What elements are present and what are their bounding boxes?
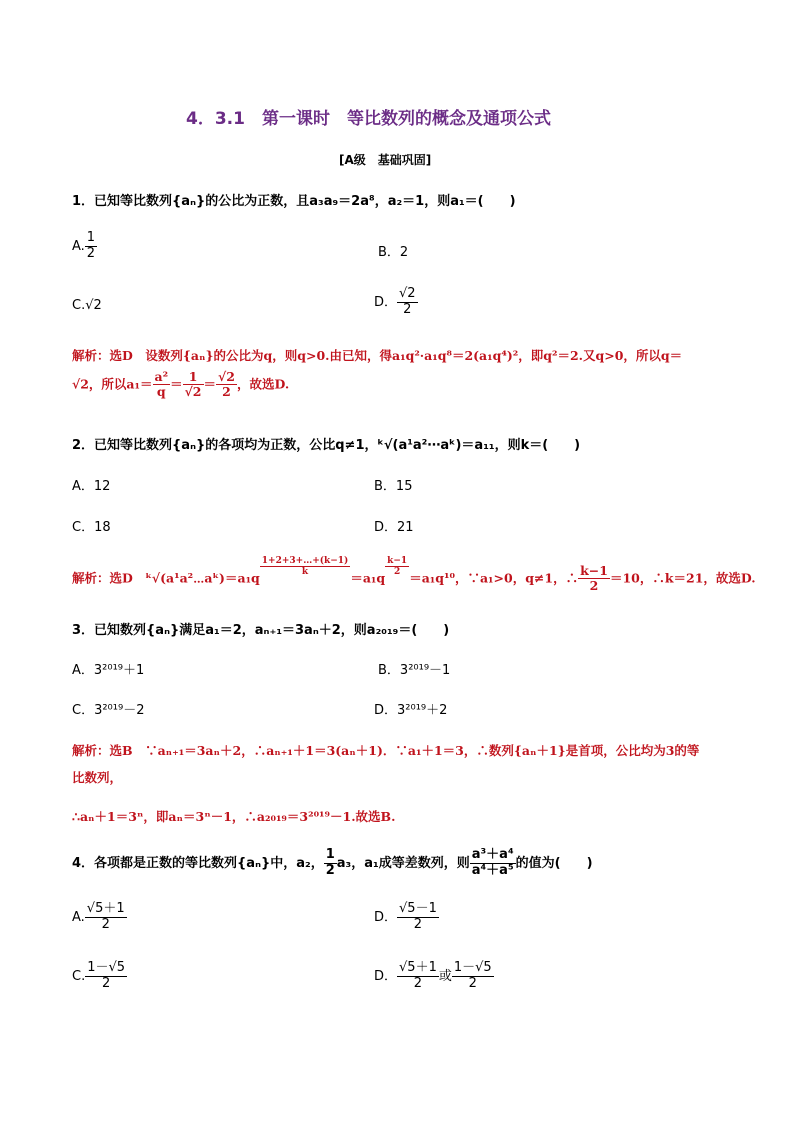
q1-option-c: C.√2: [72, 298, 102, 313]
q3-option-d: D．3²⁰¹⁹＋2: [374, 703, 448, 718]
q4-option-a: A. $\frac{√5+1}{2}$: [72, 901, 125, 932]
q3-solution-line-1: 解析：选B ∵aₙ₊₁＝3aₙ＋2，∴aₙ₊₁＋1＝3(aₙ＋1)．∵a₁＋1＝3，∴数列{aₙ＋1}是首项，公比均为3的等: [72, 743, 700, 758]
q4-option-d: D． $\frac{√5+1}{2}$ 或 $\frac{1-√5}{2}$: [374, 960, 492, 991]
section-level: [A级 基础巩固]: [339, 153, 432, 167]
question-1-stem: 1．已知等比数列{aₙ}的公比为正数，且a₃a₉＝2a⁸，a₂＝1，则a₁＝( ): [72, 194, 516, 209]
q1-solution-line-1: 解析：选D 设数列{aₙ}的公比为q，则q>0.由已知，得a₁q²·a₁q⁸＝2(a₁q⁴)²，即q²＝2.又q>0，所以q＝: [72, 348, 683, 363]
q3-solution-line-3: ∴aₙ＋1＝3ⁿ，即aₙ＝3ⁿ－1，∴a₂₀₁₉＝3²⁰¹⁹－1.故选B.: [72, 809, 396, 824]
q4-option-b: D． $\frac{√5-1}{2}$: [374, 901, 437, 932]
page-title: 4．3.1 第一课时 等比数列的概念及通项公式: [186, 109, 551, 129]
q4-option-c: C. $\frac{1-√5}{2}$: [72, 960, 126, 991]
q2-option-b: B．15: [374, 479, 413, 494]
q1-option-d: D． $\frac{√2}{2}$: [374, 286, 416, 317]
option-label: A.: [72, 238, 85, 254]
q1-solution-line-2: √2，所以a₁＝ $\frac{\text{a²}}{q}$ ＝ $\frac{1}{√2}$ ＝ $\frac{√2}{2}$ ，故选D.: [72, 369, 290, 400]
q3-option-a: A．3²⁰¹⁹＋1: [72, 663, 145, 678]
question-2-stem: 2．已知等比数列{aₙ}的各项均为正数，公比q≠1，ᵏ√(a¹a²⋯aᵏ)＝a₁₁，则k＝( ): [72, 438, 581, 453]
q3-solution-line-2: 比数列，: [72, 770, 123, 785]
q2-solution: 解析：选D ᵏ√(a¹a²⋯aᵏ)＝a₁q $\frac{1+2+3+\dots+(k-1)}{k}$ ＝a₁q $\frac{k-1}{2}$ ＝a₁q¹⁰，∵a₁>0，q≠1，∴ $\frac{k-1}{2}$ ＝10，∴k＝21，故选D.: [72, 556, 756, 594]
q3-option-c: C．3²⁰¹⁹－2: [72, 703, 145, 718]
q2-option-d: D．21: [374, 520, 414, 535]
q3-option-b: B．3²⁰¹⁹－1: [378, 663, 451, 678]
question-4-stem: 4．各项都是正数的等比数列{aₙ}中，a₂， $\frac{1}{2}$ a₃，a₁成等差数列，则 $\frac{\text{a³＋a⁴}}{\text{a⁴＋a⁵}}$ 的值为( ): [72, 847, 593, 878]
q1-option-a: A. $\frac{1}{2}$: [72, 230, 96, 261]
question-3-stem: 3．已知数列{aₙ}满足a₁＝2，aₙ₊₁＝3aₙ＋2，则a₂₀₁₉＝( ): [72, 623, 450, 638]
q2-option-c: C．18: [72, 520, 111, 535]
q1-option-b: B．2: [378, 245, 409, 260]
q2-option-a: A．12: [72, 479, 111, 494]
